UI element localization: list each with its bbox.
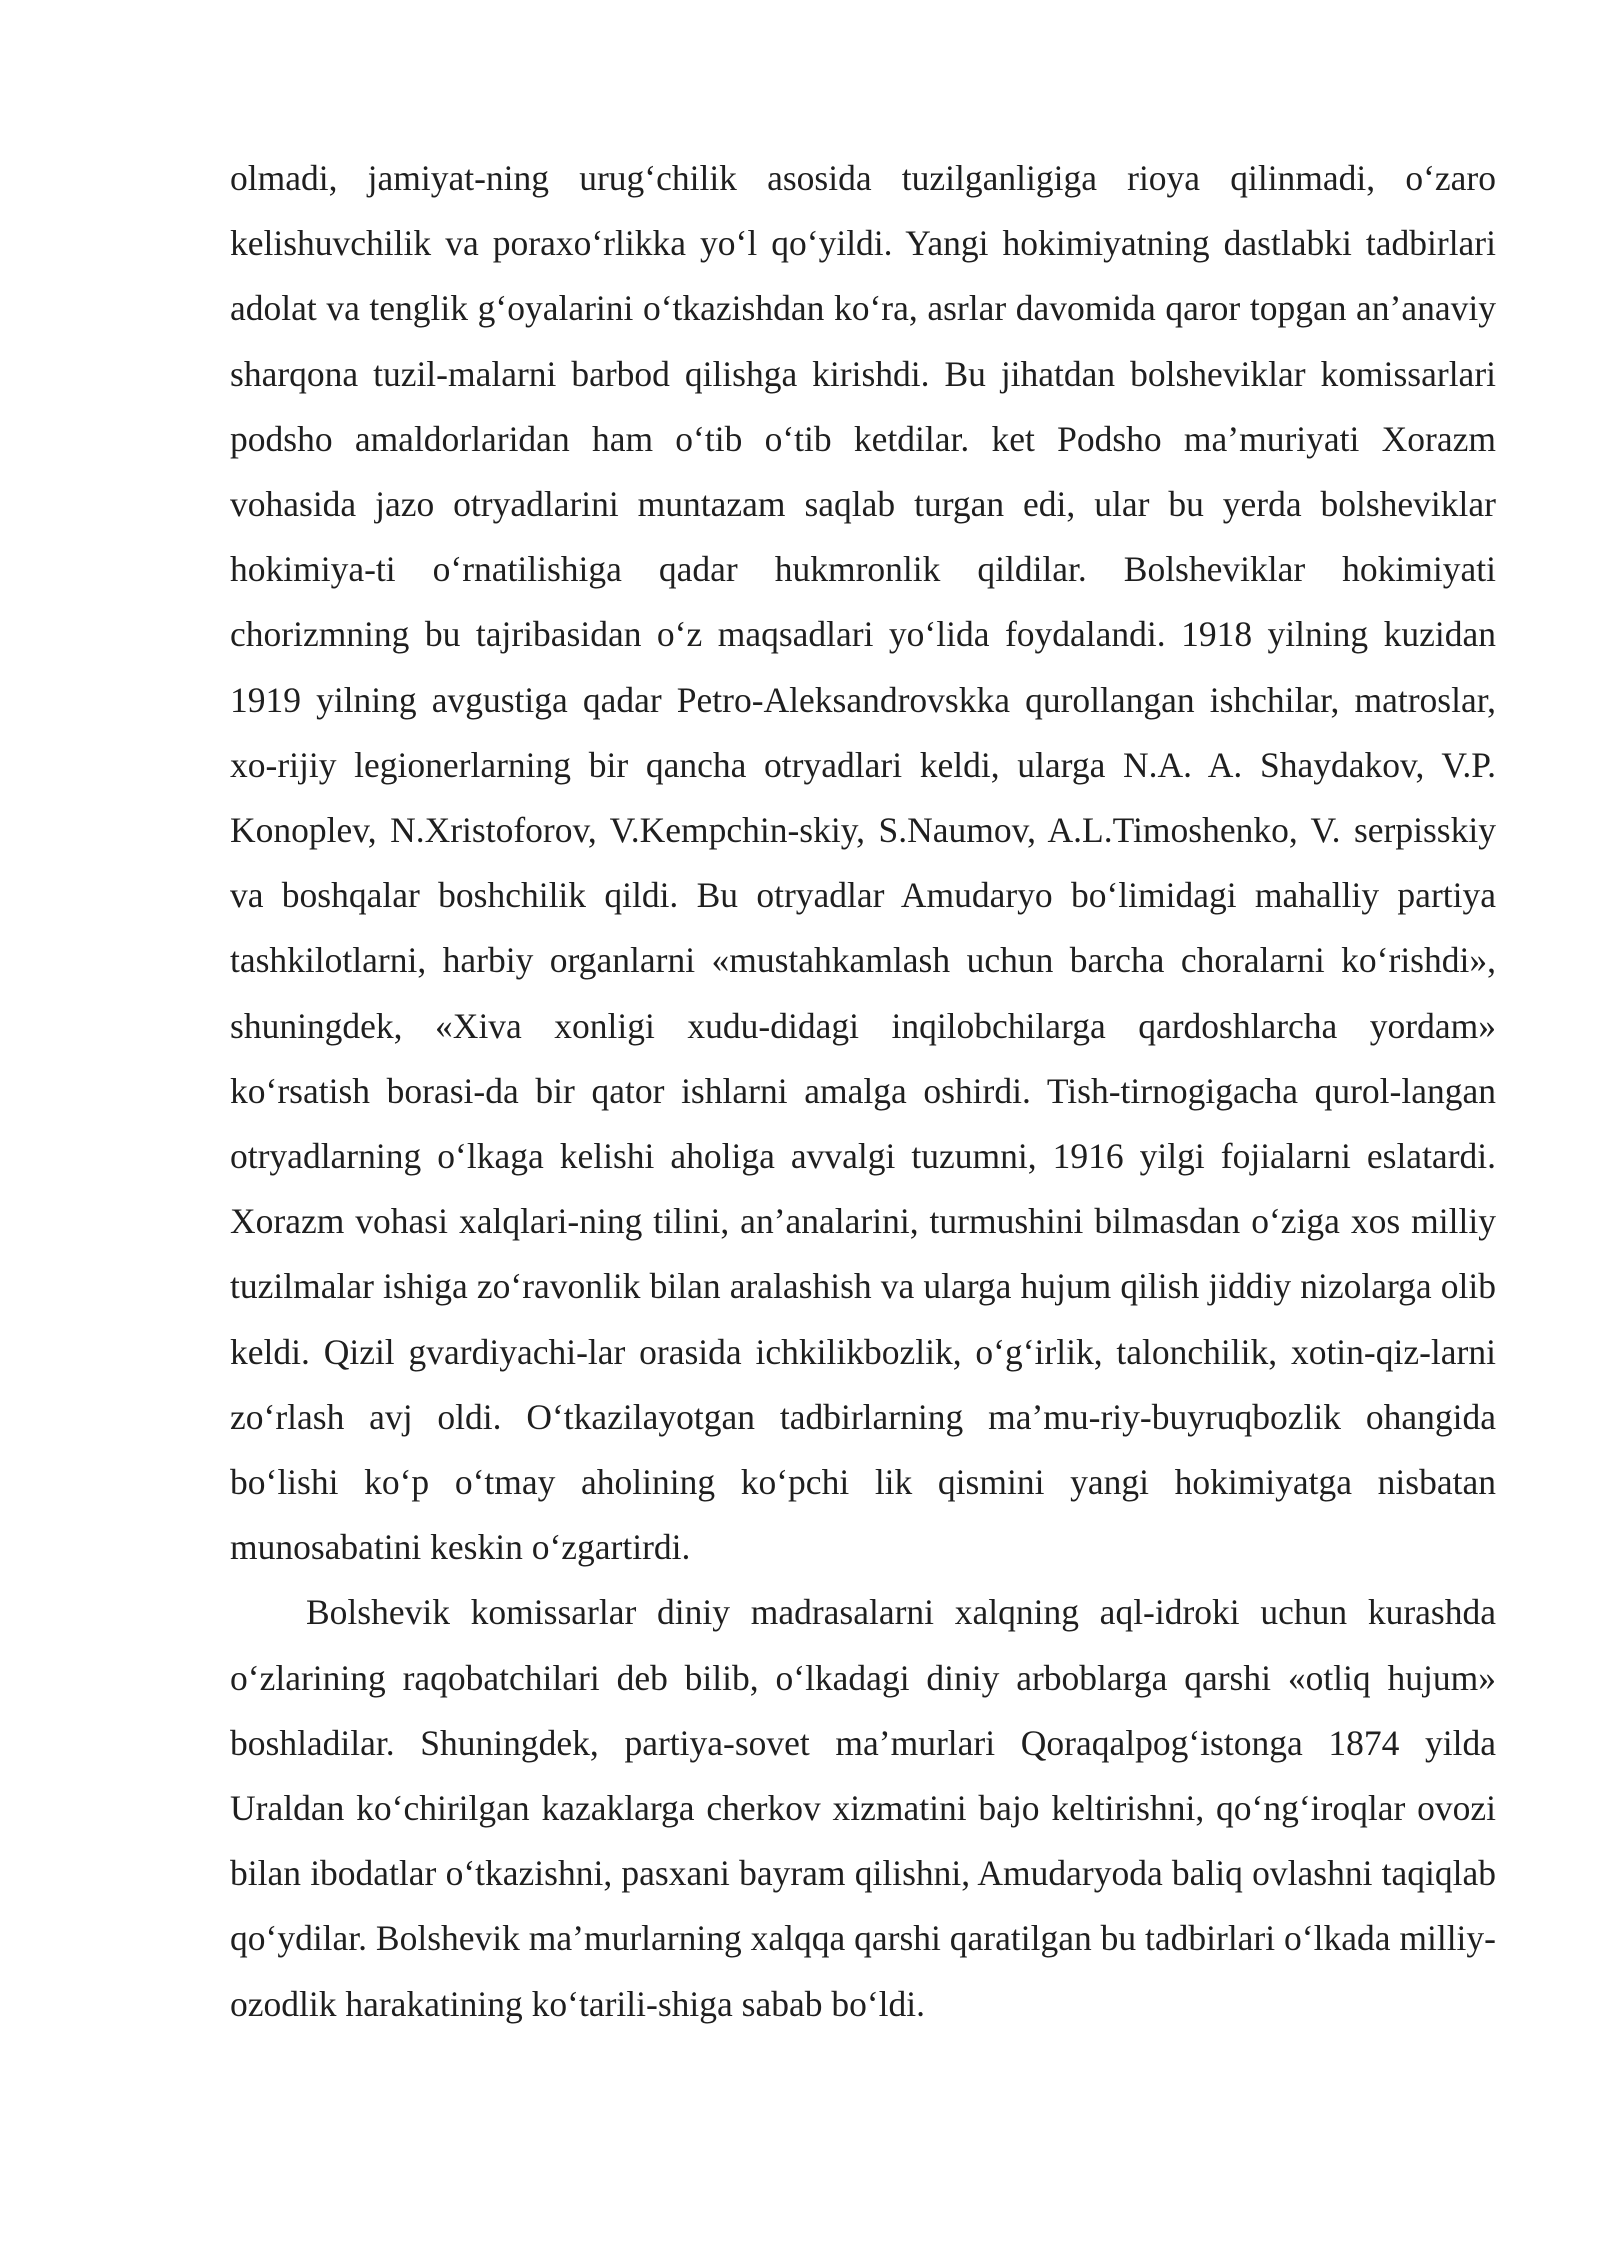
paragraph-1: olmadi, jamiyat-ning urug‘chilik asosida tuzilganligiga rioya qilinmadi, o‘zaro kelishuvchilik va poraxo‘rlikka yo‘l qo‘yildi. Yangi hokimiyatning dastlabki tadbirlari adolat va tenglik g‘oyalarini o‘tkazishdan ko‘ra, asrlar davomida qaror topgan an’anaviy sharqona tuzil-malarni barbod qilishga kirishdi. Bu jihatdan bolsheviklar komissarlari podsho amaldorlaridan ham o‘tib o‘tib ketdilar. ket Podsho ma’muriyati Xorazm vohasida jazo otryadlarini muntazam saqlab turgan edi, ular bu yerda bolsheviklar hokimiya-ti o‘rnatilishiga qadar hukmronlik qildilar. Bolsheviklar hokimiyati chorizmning bu tajribasidan o‘z maqsadlari yo‘lida foydalandi. 1918 yilning kuzidan 1919 yilning avgustiga qadar Petro-Aleksandrovskka qurollangan ishchilar, matroslar, xo-rijiy legionerlarning bir qancha otryadlari keldi, ularga N.A. A. Shaydakov, V.P. Konoplev, N.Xristoforov, V.Kempchin-skiy, S.Naumov, A.L.Timoshenko, V. serpisskiy va boshqalar boshchilik qildi. Bu otryadlar Amudaryo bo‘limidagi mahalliy partiya tashkilotlarni, harbiy organlarni «mustahkamlash uchun barcha choralarni ko‘rishdi», shuningdek, «Xiva xonligi xudu-didagi inqilobchilarga qardoshlarcha yordam» ko‘rsatish borasi-da bir qator ishlarni amalga oshirdi. Tish-tirnogigacha qurol-langan otryadlarning o‘lkaga kelishi aholiga avvalgi tuzumni, 1916 yilgi fojialarni eslatardi. Xorazm vohasi xalqlari-ning tilini, an’analarini, turmushini bilmasdan o‘ziga xos milliy tuzilmalar ishiga zo‘ravonlik bilan aralashish va ularga hujum qilish jiddiy nizolarga olib keldi. Qizil gvardiyachi-lar orasida ichkilikbozlik, o‘g‘irlik, talonchilik, xotin-qiz-larni zo‘rlash avj oldi. O‘tkazilayotgan tadbirlarning ma’mu-riy-buyruqbozlik ohangida bo‘lishi ko‘p o‘tmay aholining ko‘pchi lik qismini yangi hokimiyatga nisbatan munosabatini keskin o‘zgartirdi. (230, 158, 1496, 1568)
paragraph-2: Bolshevik komissarlar diniy madrasalarni xalqning aql-idroki uchun kurashda o‘zlarining raqobatchilari deb bilib, o‘lkadagi diniy arboblarga qarshi «otliq hujum» boshladilar. Shuningdek, partiya-sovet ma’murlari Qoraqalpog‘istonga 1874 yilda Uraldan ko‘chirilgan kazaklarga cherkov xizmatini bajo keltirishni, qo‘ng‘iroqlar ovozi bilan ibodatlar o‘tkazishni, pasxani bayram qilishni, Amudaryoda baliq ovlashni taqiqlab qo‘ydilar. Bolshevik ma’murlarning xalqqa qarshi qaratilgan bu tadbirlari o‘lkada milliy-ozodlik harakatining ko‘tarili-shiga sabab bo‘ldi. (230, 1592, 1496, 2024)
document-body (230, 146, 1496, 2037)
